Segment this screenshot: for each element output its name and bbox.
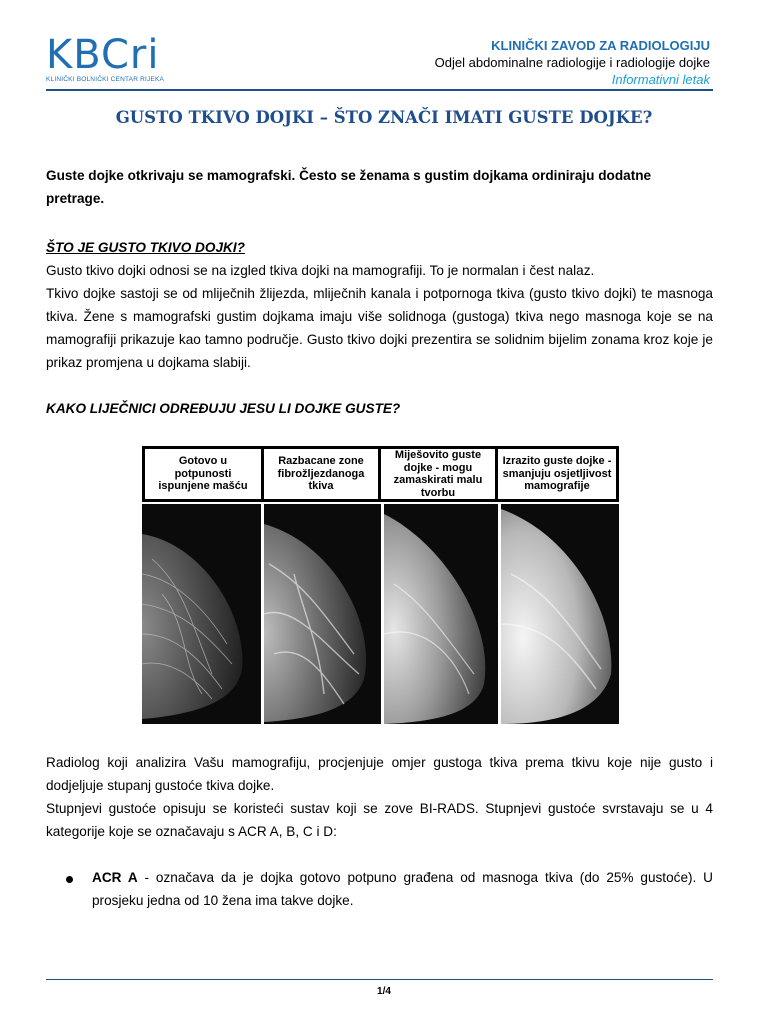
kbc-logo [46,32,186,86]
list-item-text: - označava da je dojka gotovo potpuno građena od masnoga tkiva (do 25% gustoće). U prosjeku jedna od 10 žena ima takve dojke. [92,870,713,908]
document-type: Informativni letak [611,72,710,87]
logo-subtitle: KLINIČKI BOLNIČKI CENTAR RIJEKA [46,76,165,83]
logo-wordmark: KBCri [46,32,160,78]
institute-name: KLINIČKI ZAVOD ZA RADIOLOGIJU [491,38,710,53]
figure-caption: Miješovito guste dojke - mogu zamaskirati malu tvorbu [378,446,498,502]
paragraph-radiologist: Radiolog koji analizira Vašu mamografiju, procjenjuje omjer gustoga tkiva prema tkivu koje nije gusto i dodjeljuje stupanj gustoće tkiva dojke. [46,755,713,793]
mammogram-image-fatty [142,504,261,724]
page-title: GUSTO TKIVO DOJKI – ŠTO ZNAČI IMATI GUSTE DOJKE? [115,108,653,127]
paragraph: Tkivo dojke sastoji se od mliječnih žlijezda, mliječnih kanala i potpornoga tkiva (gusto tkivo dojki) te masnoga tkiva. Žene s mamografski gustim dojkama imaju više solidnoga (gustoga) tkiva nego masnoga koje se na mamografiji prikazuje kao tamno područje. Gusto tkivo dojki prezentira se solidnim bijelim zonama kroz koje je prikaz promjena u dojkama slabiji. [46,286,713,370]
page-number: 1/4 [377,986,391,997]
list-item-acr-a [92,866,713,912]
section-what-is-dense-tissue [46,236,713,374]
section-heading: ŠTO JE GUSTO TKIVO DOJKI? [46,240,245,255]
bullet-icon [66,876,73,883]
department-name: Odjel abdominalne radiologije i radiologije dojke [434,55,710,70]
list-item-label: ACR A [92,870,138,885]
mammogram-image-extremely-dense [501,504,619,724]
footer-divider [46,979,713,980]
header-info [435,37,710,88]
figure-caption: Izrazito guste dojke - smanjuju osjetljivost mamografije [495,446,619,502]
mammogram-image-scattered [264,504,381,724]
header-divider [46,89,713,91]
figure-caption: Gotovo u potpunosti ispunjene mašću [142,446,264,502]
paragraph: Gusto tkivo dojki odnosi se na izgled tkiva dojki na mamografiji. To je normalan i čest nalaz. [46,263,595,278]
mammogram-image-heterogeneous [384,504,498,724]
intro-paragraph: Guste dojke otkrivaju se mamografski. Često se ženama s gustim dojkama ordiniraju dodatne pretrage. [46,168,652,206]
mammography-density-figure [142,446,619,724]
section-heading-how-determined: KAKO LIJEČNICI ODREĐUJU JESU LI DOJKE GUSTE? [46,401,401,416]
paragraph-birads: Stupnjevi gustoće opisuju se koristeći sustav koji se zove BI-RADS. Stupnjevi gustoće svrstavaju se u 4 kategorije koje se označavaju s ACR A, B, C i D: [46,801,713,839]
figure-caption: Razbacane zone fibrožljezdanoga tkiva [261,446,381,502]
